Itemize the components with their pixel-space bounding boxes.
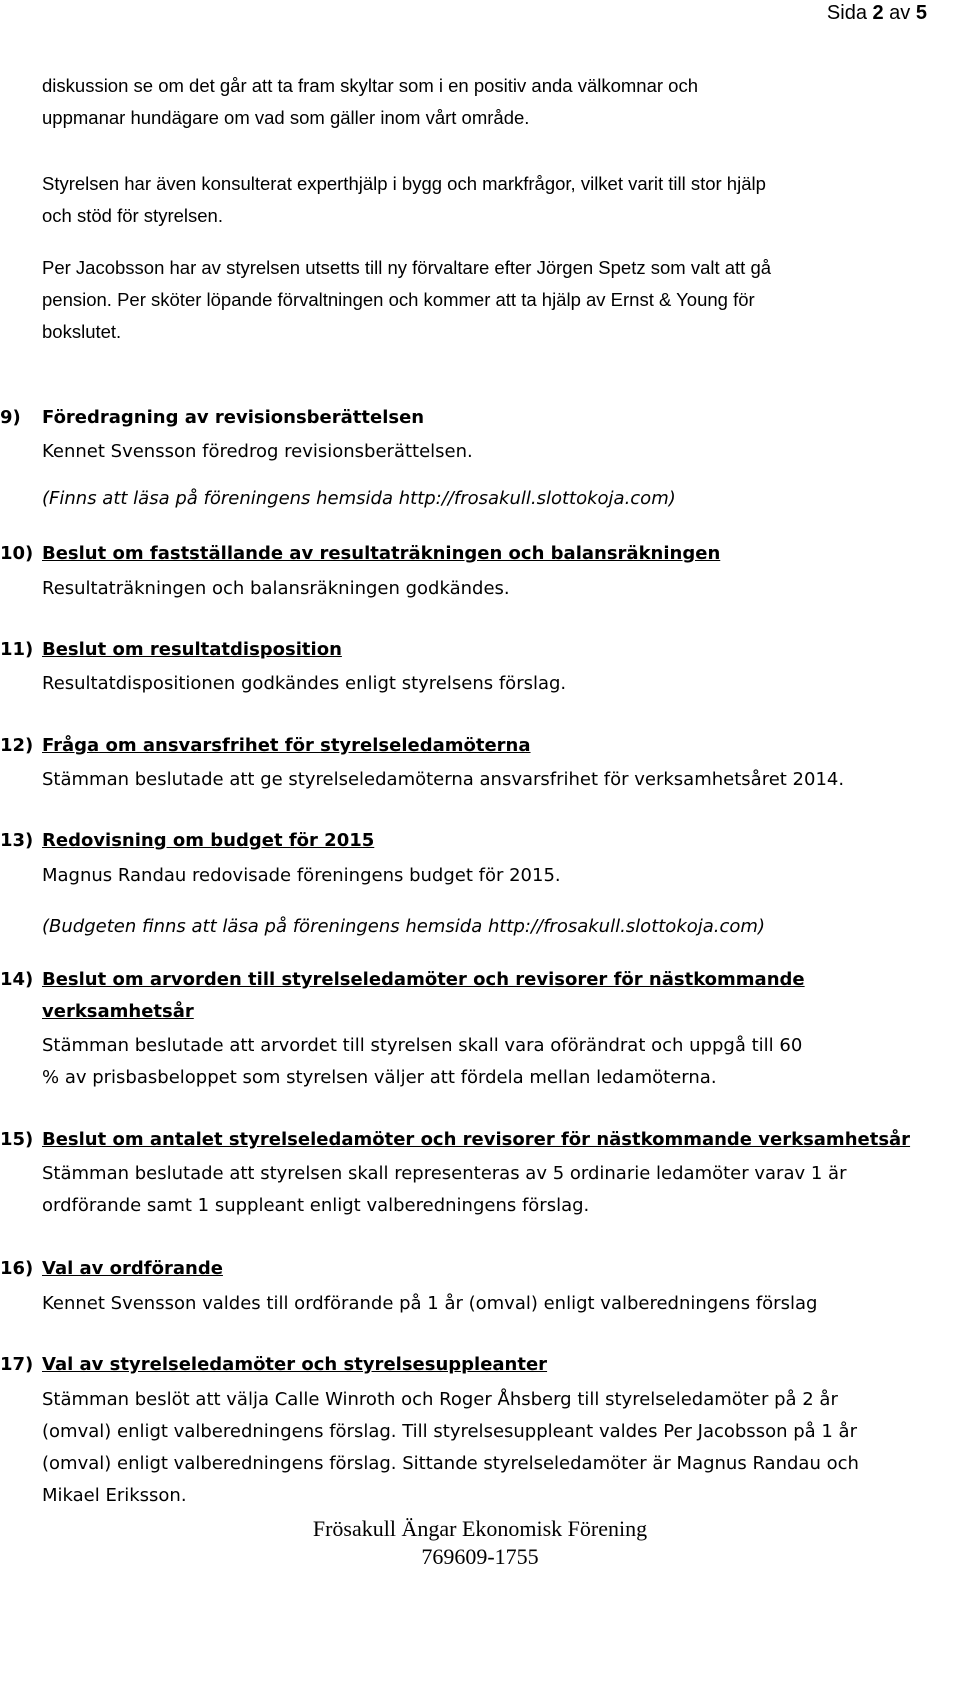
- intro-line: pension. Per sköter löpande förvaltningen och kommer att ta hjälp av Ernst & Young för: [42, 289, 755, 310]
- section-note: (Budgeten finns att läsa på föreningens hemsida http://frosakull.slottokoja.com): [42, 916, 765, 937]
- intro-line: Styrelsen har även konsulterat experthjälp i bygg och markfrågor, vilket varit till stor hjälp: [42, 173, 766, 194]
- section-heading-cont: verksamhetsår: [42, 1001, 194, 1022]
- section-body: (omval) enligt valberedningens förslag. Till styrelsesuppleant valdes Per Jacobsson på 1 år: [42, 1421, 857, 1442]
- section-body: Stämman beslöt att välja Calle Winroth och Roger Åhsberg till styrelseledamöter på 2 år: [42, 1389, 838, 1410]
- section-heading: 10) Beslut om fastställande av resultaträkningen och balansräkningen: [0, 543, 721, 564]
- section-body: Kennet Svensson valdes till ordförande på 1 år (omval) enligt valberedningens förslag: [42, 1293, 818, 1314]
- footer-org-name: Frösakull Ängar Ekonomisk Förening: [312, 1516, 648, 1541]
- section-body: Resultaträkningen och balansräkningen godkändes.: [42, 578, 510, 599]
- section-heading: 11) Beslut om resultatdisposition: [0, 639, 342, 660]
- intro-line: diskussion se om det går att ta fram skyltar som i en positiv anda välkomnar och: [42, 75, 699, 96]
- section-body: Stämman beslutade att ge styrelseledamöterna ansvarsfrihet för verksamhetsåret 2014.: [42, 769, 845, 790]
- section-body: (omval) enligt valberedningens förslag. Sittande styrelseledamöter är Magnus Randau och: [42, 1453, 859, 1474]
- section-note: (Finns att läsa på föreningens hemsida http://frosakull.slottokoja.com): [42, 488, 676, 509]
- intro-line: och stöd för styrelsen.: [42, 205, 223, 226]
- intro-line: Per Jacobsson har av styrelsen utsetts till ny förvaltare efter Jörgen Spetz som valt att gå: [42, 257, 772, 278]
- section-body: Mikael Eriksson.: [42, 1485, 187, 1506]
- section-heading: 15) Beslut om antalet styrelseledamöter och revisorer för nästkommande verksamhetsår: [0, 1129, 911, 1150]
- section-heading: 12) Fråga om ansvarsfrihet för styrelseledamöterna: [0, 735, 531, 756]
- section-heading: 13) Redovisning om budget för 2015: [0, 830, 375, 851]
- section-body: Resultatdispositionen godkändes enligt styrelsens förslag.: [42, 673, 567, 694]
- section-heading: 17) Val av styrelseledamöter och styrelsesuppleanter: [0, 1354, 548, 1375]
- section-body: Stämman beslutade att arvordet till styrelsen skall vara oförändrat och uppgå till 60: [42, 1035, 803, 1056]
- section-heading: 9) Föredragning av revisionsberättelsen: [0, 407, 425, 428]
- section-body: % av prisbasbeloppet som styrelsen väljer att fördela mellan ledamöterna.: [42, 1067, 717, 1088]
- footer-org-number: 769609-1755: [421, 1544, 539, 1569]
- intro-line: uppmanar hundägare om vad som gäller inom vårt område.: [42, 107, 530, 128]
- section-body: ordförande samt 1 suppleant enligt valberedningens förslag.: [42, 1195, 590, 1216]
- intro-line: bokslutet.: [42, 321, 122, 342]
- section-heading: 16) Val av ordförande: [0, 1258, 223, 1279]
- page-number: Sida 2 av 5: [826, 2, 927, 24]
- section-heading: 14) Beslut om arvorden till styrelseledamöter och revisorer för nästkommande: [0, 969, 805, 990]
- section-body: Magnus Randau redovisade föreningens budget för 2015.: [42, 865, 561, 886]
- section-body: Kennet Svensson föredrog revisionsberättelsen.: [42, 441, 473, 462]
- section-body: Stämman beslutade att styrelsen skall representeras av 5 ordinarie ledamöter varav 1 är: [42, 1163, 847, 1184]
